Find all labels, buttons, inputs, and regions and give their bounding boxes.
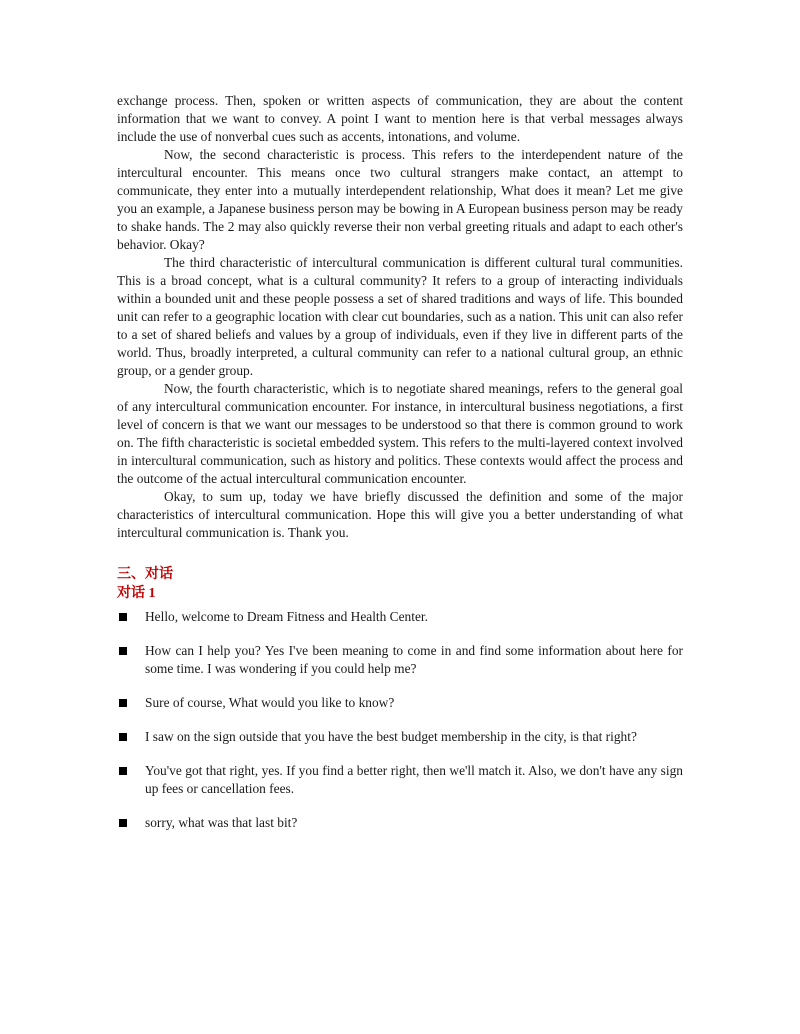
paragraph-third-characteristic: The third characteristic of intercultural communication is different cultural tural communities. This is a broad concept, what is a cultural community? It refers to a group of interacting individuals within a bounded unit and these people possess a set of shared traditions and ways of life. This bounded unit can refer to a geographic location with clear cut boundaries, such as a nation. This unit can also refer to a set of shared beliefs and values by a group of individuals, even if they live in different parts of the world. Thus, broadly interpreted, a cultural community can refer to a national cultural group, an ethnic group, or a gender group. — [117, 255, 683, 378]
square-bullet-icon — [119, 647, 127, 655]
dialog-line-text: I saw on the sign outside that you have the best budget membership in the city, is that right? — [145, 729, 637, 744]
dialog-line — [117, 608, 683, 626]
dialog-line — [117, 762, 683, 798]
dialog-line — [117, 814, 683, 832]
square-bullet-icon — [119, 613, 127, 621]
square-bullet-icon — [119, 733, 127, 741]
dialog-subheading: 对话 1 — [117, 586, 156, 601]
square-bullet-icon — [119, 767, 127, 775]
square-bullet-icon — [119, 819, 127, 827]
section-heading: 三、对话 — [117, 567, 173, 582]
document-page — [117, 92, 683, 848]
dialog-line-text: sorry, what was that last bit? — [145, 815, 298, 830]
square-bullet-icon — [119, 699, 127, 707]
dialog-line-text: You've got that right, yes. If you find a better right, then we'll match it. Also, we don't have any sign up fees or cancellation fees. — [145, 763, 683, 796]
paragraph-second-characteristic: Now, the second characteristic is process. This refers to the interdependent nature of the intercultural encounter. This means once two cultural strangers make contact, an attempt to communicate, they enter into a mutually interdependent relationship, What does it mean? Let me give you an example, a Japanese business person may be bowing in A European business person may be ready to shake hands. The 2 may also quickly reverse their non verbal greeting rituals and adapt to each other's behavior. Okay? — [117, 147, 683, 252]
dialog-line — [117, 642, 683, 678]
paragraph-summary: Okay, to sum up, today we have briefly discussed the definition and some of the major characteristics of intercultural communication. Hope this will give you a better understanding of what intercultural communication is. Thank you. — [117, 489, 683, 540]
paragraph-fourth-characteristic: Now, the fourth characteristic, which is to negotiate shared meanings, refers to the general goal of any intercultural communication encounter. For instance, in intercultural business negotiations, a first level of concern is that we want our messages to be understood so that there is common ground to work on. The fifth characteristic is societal embedded system. This refers to the multi-layered context involved in intercultural communication, such as history and politics. These contexts would affect the process and the outcome of the actual intercultural communication encounter. — [117, 381, 683, 486]
dialog-line-text: Sure of course, What would you like to know? — [145, 695, 395, 710]
dialog-line — [117, 728, 683, 746]
dialog-line — [117, 694, 683, 712]
dialog-line-text: Hello, welcome to Dream Fitness and Health Center. — [145, 609, 428, 624]
dialog-line-text: How can I help you? Yes I've been meaning to come in and find some information about here for some time. I was wondering if you could help me? — [145, 643, 683, 676]
paragraph-exchange-process: exchange process. Then, spoken or written aspects of communication, they are about the content information that we want to convey. A point I want to mention here is that verbal messages always include the use of nonverbal cues such as accents, intonations, and volume. — [117, 93, 683, 144]
dialog-list — [117, 608, 683, 832]
